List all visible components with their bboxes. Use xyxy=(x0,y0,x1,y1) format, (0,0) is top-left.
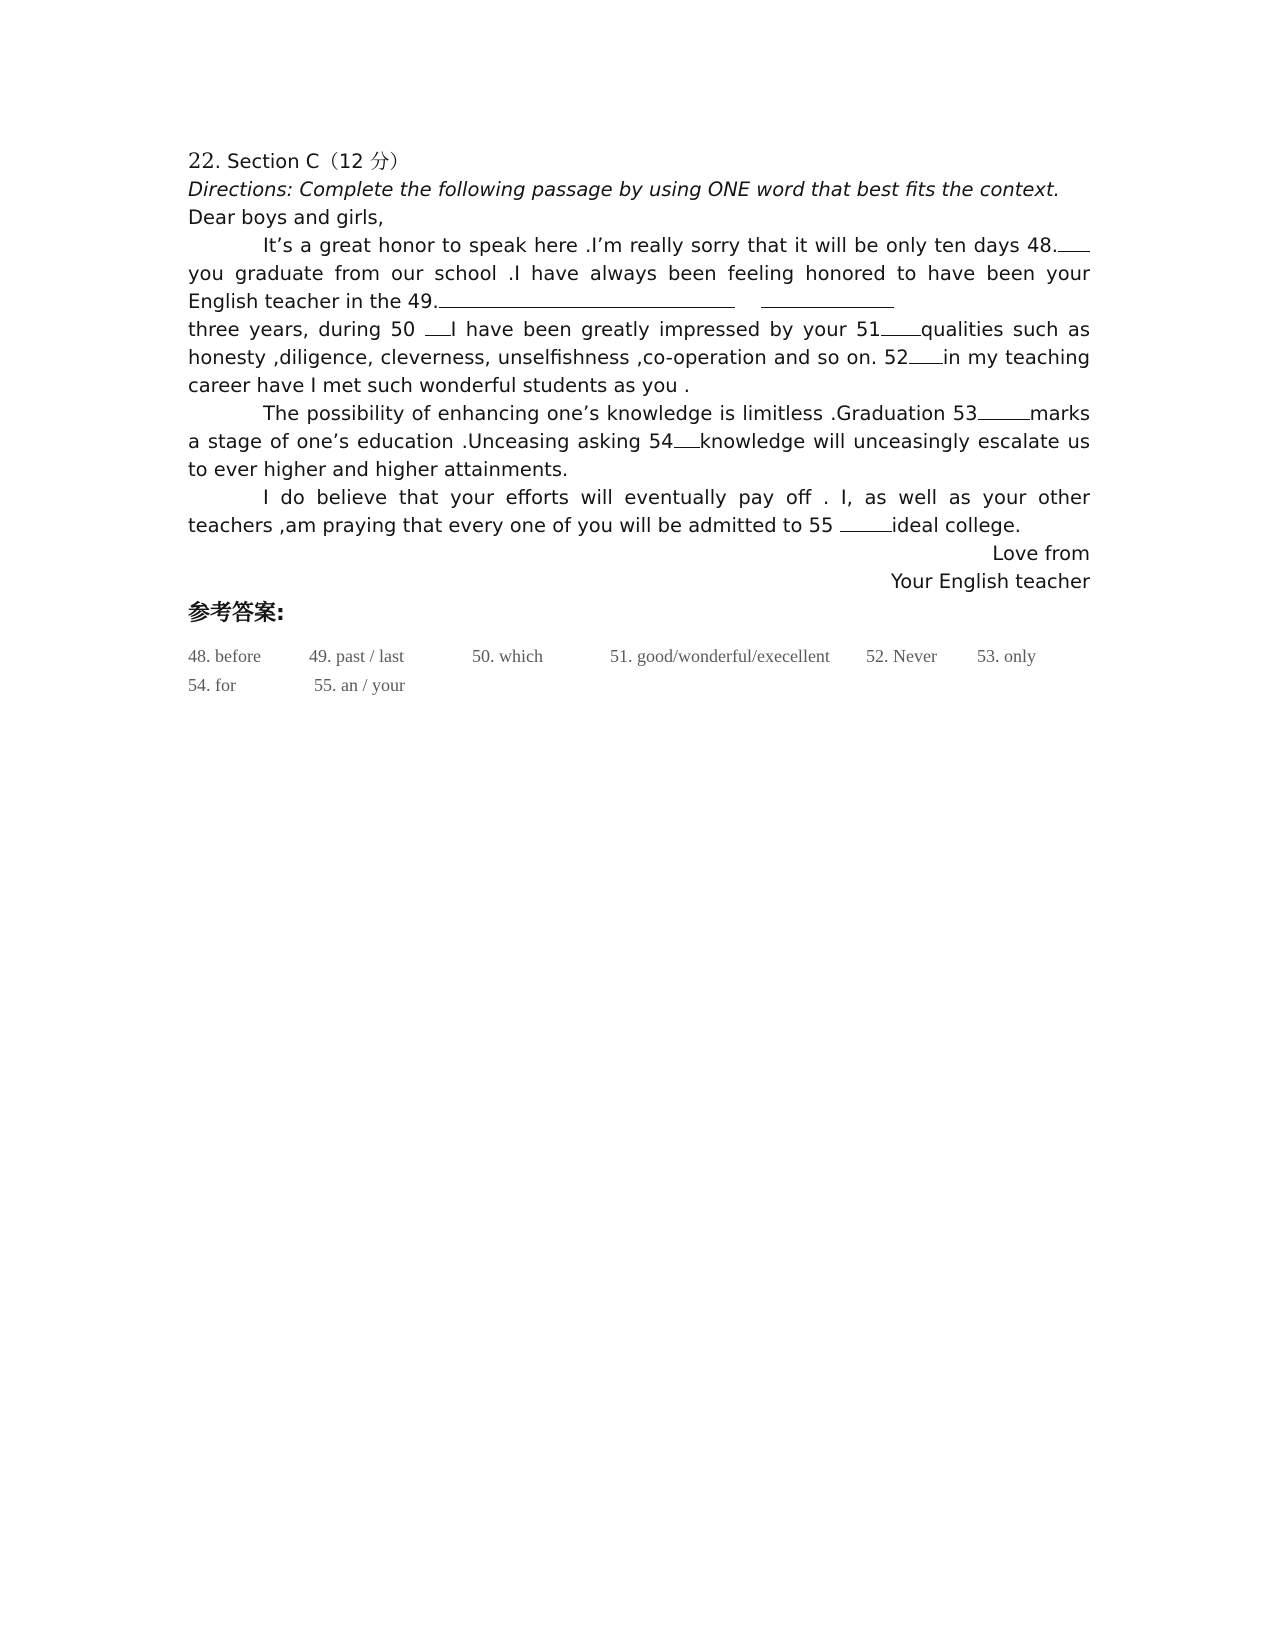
blank-49 xyxy=(439,289,735,308)
blank-49-extra xyxy=(761,289,894,308)
passage-text: ideal college. xyxy=(891,514,1022,537)
section-title: . Section C（12 分） xyxy=(214,150,409,173)
passage-text: marks a stage of one’s education .Unceasing asking 54 xyxy=(188,402,1090,453)
passage-text: you graduate from our school .I have always been feeling honored to have been your English teacher in the 49. xyxy=(188,262,1090,313)
blank-54 xyxy=(674,429,700,448)
blank-51 xyxy=(881,317,921,336)
greeting: Dear boys and girls, xyxy=(188,206,384,229)
blank-53 xyxy=(978,401,1030,420)
answer-52: 52. Never xyxy=(866,646,937,666)
answer-row xyxy=(188,642,1090,671)
paragraph-3 xyxy=(188,484,1090,540)
passage-text: I have been greatly impressed by your 51 xyxy=(450,318,881,341)
blank-52 xyxy=(909,345,943,364)
answer-55: 55. an / your xyxy=(314,675,405,695)
directions: Directions: Complete the following passage by using ONE word that best fits the context. xyxy=(188,178,1060,201)
signature: Your English teacher xyxy=(890,570,1090,593)
passage-text: The possibility of enhancing one’s knowledge is limitless .Graduation 53 xyxy=(263,402,978,425)
passage-text: knowledge will unceasingly escalate us to ever higher and higher attainments. xyxy=(188,430,1090,481)
passage-text: I do believe that your efforts will eventually pay off . I, as well as your other teachers ,am praying that every one of you will be admitted to 55 xyxy=(188,486,1090,537)
closing: Love from xyxy=(992,542,1090,565)
answer-48: 48. before xyxy=(188,646,261,666)
answer-49: 49. past / last xyxy=(309,646,404,666)
section-heading xyxy=(188,147,1090,176)
blank-55 xyxy=(840,513,892,532)
section-number: 22 xyxy=(188,149,215,173)
answer-54: 54. for xyxy=(188,675,236,695)
answer-key xyxy=(188,642,1090,700)
passage-text: in my teaching career have I met such wonderful students as you . xyxy=(188,346,1090,397)
document-page xyxy=(188,147,1090,700)
answers-heading: 参考答案: xyxy=(188,601,285,626)
passage-text: It’s a great honor to speak here .I’m really sorry that it will be only ten days 48. xyxy=(263,234,1058,257)
paragraph-1-continued xyxy=(188,316,1090,400)
answer-53: 53. only xyxy=(977,646,1037,666)
answer-51: 51. good/wonderful/execellent xyxy=(610,646,830,666)
passage-text: qualities such as honesty ,diligence, cleverness, unselfishness ,co-operation and so on. 52 xyxy=(188,318,1090,369)
answer-50: 50. which xyxy=(472,646,543,666)
blank-48 xyxy=(1058,233,1090,252)
answer-row xyxy=(188,671,1090,700)
blank-50 xyxy=(425,317,451,336)
paragraph-2 xyxy=(188,400,1090,484)
paragraph-1 xyxy=(188,232,1090,316)
passage-text: three years, during 50 xyxy=(188,318,425,341)
